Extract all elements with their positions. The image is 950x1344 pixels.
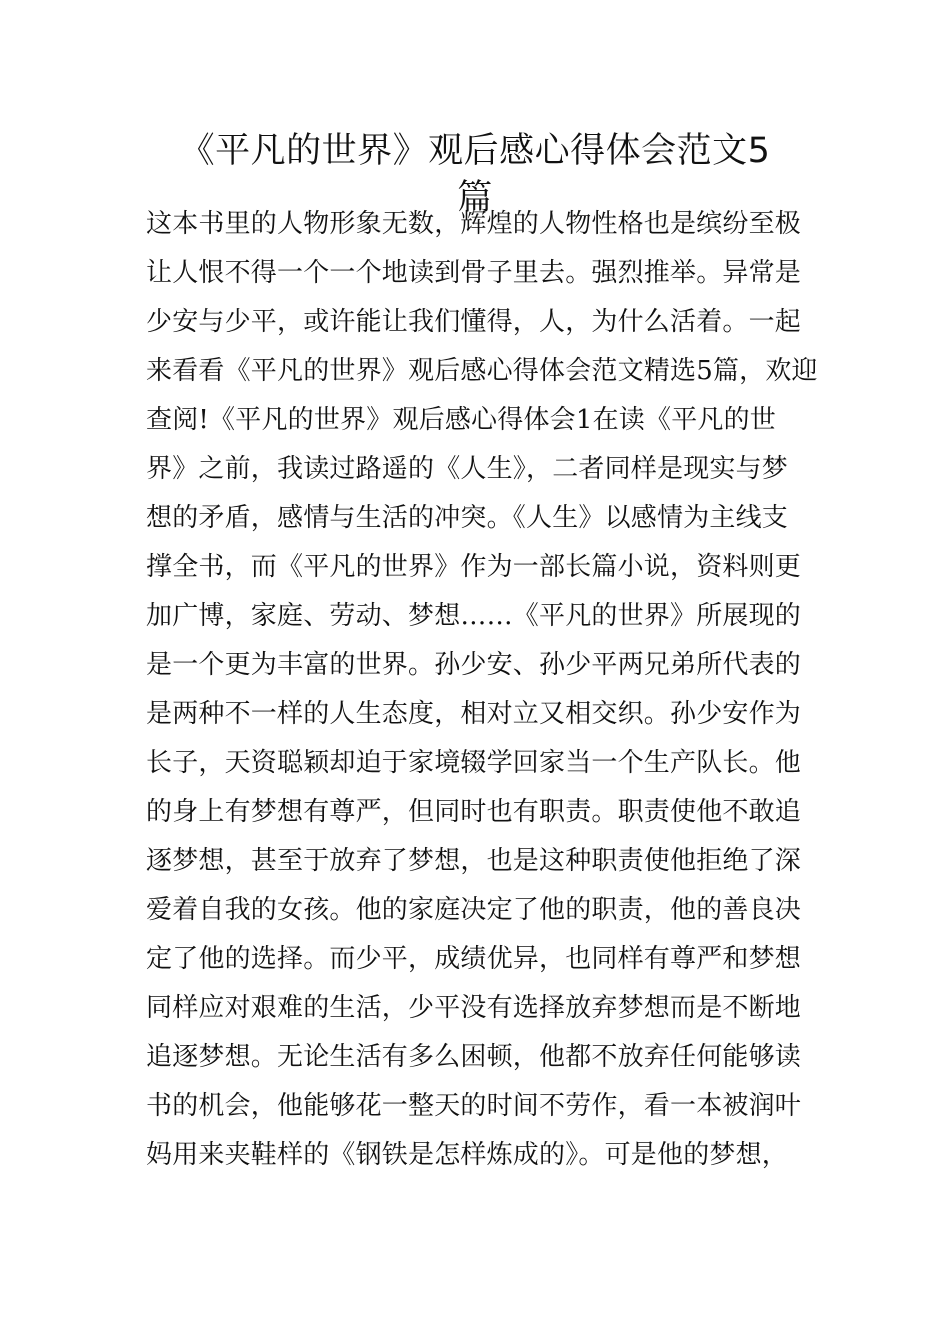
- body-line: 是两种不一样的人生态度，相对立又相交织。孙少安作为: [146, 699, 802, 729]
- title-line-1: 《平凡的世界》观后感心得体会范文5: [179, 131, 771, 171]
- body-line: 定了他的选择。而少平，成绩优异，也同样有尊严和梦想: [146, 944, 802, 974]
- body-line: 来看看《平凡的世界》观后感心得体会范文精选5篇，欢迎: [146, 356, 818, 386]
- body-line: 的身上有梦想有尊严，但同时也有职责。职责使他不敢追: [146, 797, 802, 827]
- body-line: 加广博，家庭、劳动、梦想……《平凡的世界》所展现的: [146, 601, 802, 631]
- body-line: 妈用来夹鞋样的《钢铁是怎样炼成的》。可是他的梦想，: [146, 1140, 789, 1170]
- body-line: 撑全书，而《平凡的世界》作为一部长篇小说，资料则更: [146, 552, 802, 582]
- body-line: 同样应对艰难的生活，少平没有选择放弃梦想而是不断地: [146, 993, 802, 1023]
- body-line: 是一个更为丰富的世界。孙少安、孙少平两兄弟所代表的: [146, 650, 802, 680]
- body-line: 这本书里的人物形象无数，辉煌的人物性格也是缤纷至极: [146, 209, 802, 239]
- body-line: 查阅!《平凡的世界》观后感心得体会1在读《平凡的世: [146, 405, 776, 435]
- body-line: 追逐梦想。无论生活有多么困顿，他都不放弃任何能够读: [146, 1042, 802, 1072]
- body-line: 界》之前，我读过路遥的《人生》，二者同样是现实与梦: [146, 454, 789, 484]
- body-line: 爱着自我的女孩。他的家庭决定了他的职责，他的善良决: [146, 895, 802, 925]
- body-line: 逐梦想，甚至于放弃了梦想，也是这种职责使他拒绝了深: [146, 846, 802, 876]
- body-line: 书的机会，他能够花一整天的时间不劳作，看一本被润叶: [146, 1091, 802, 1121]
- document-body: [146, 200, 818, 1180]
- body-line: 长子，天资聪颖却迫于家境辍学回家当一个生产队长。他: [146, 748, 802, 778]
- body-line: 少安与少平，或许能让我们懂得，人，为什么活着。一起: [146, 307, 802, 337]
- body-line: 让人恨不得一个一个地读到骨子里去。强烈推举。异常是: [146, 258, 802, 288]
- title-line-2: 篇: [457, 178, 493, 218]
- body-line: 想的矛盾，感情与生活的冲突。《人生》以感情为主线支: [146, 503, 789, 533]
